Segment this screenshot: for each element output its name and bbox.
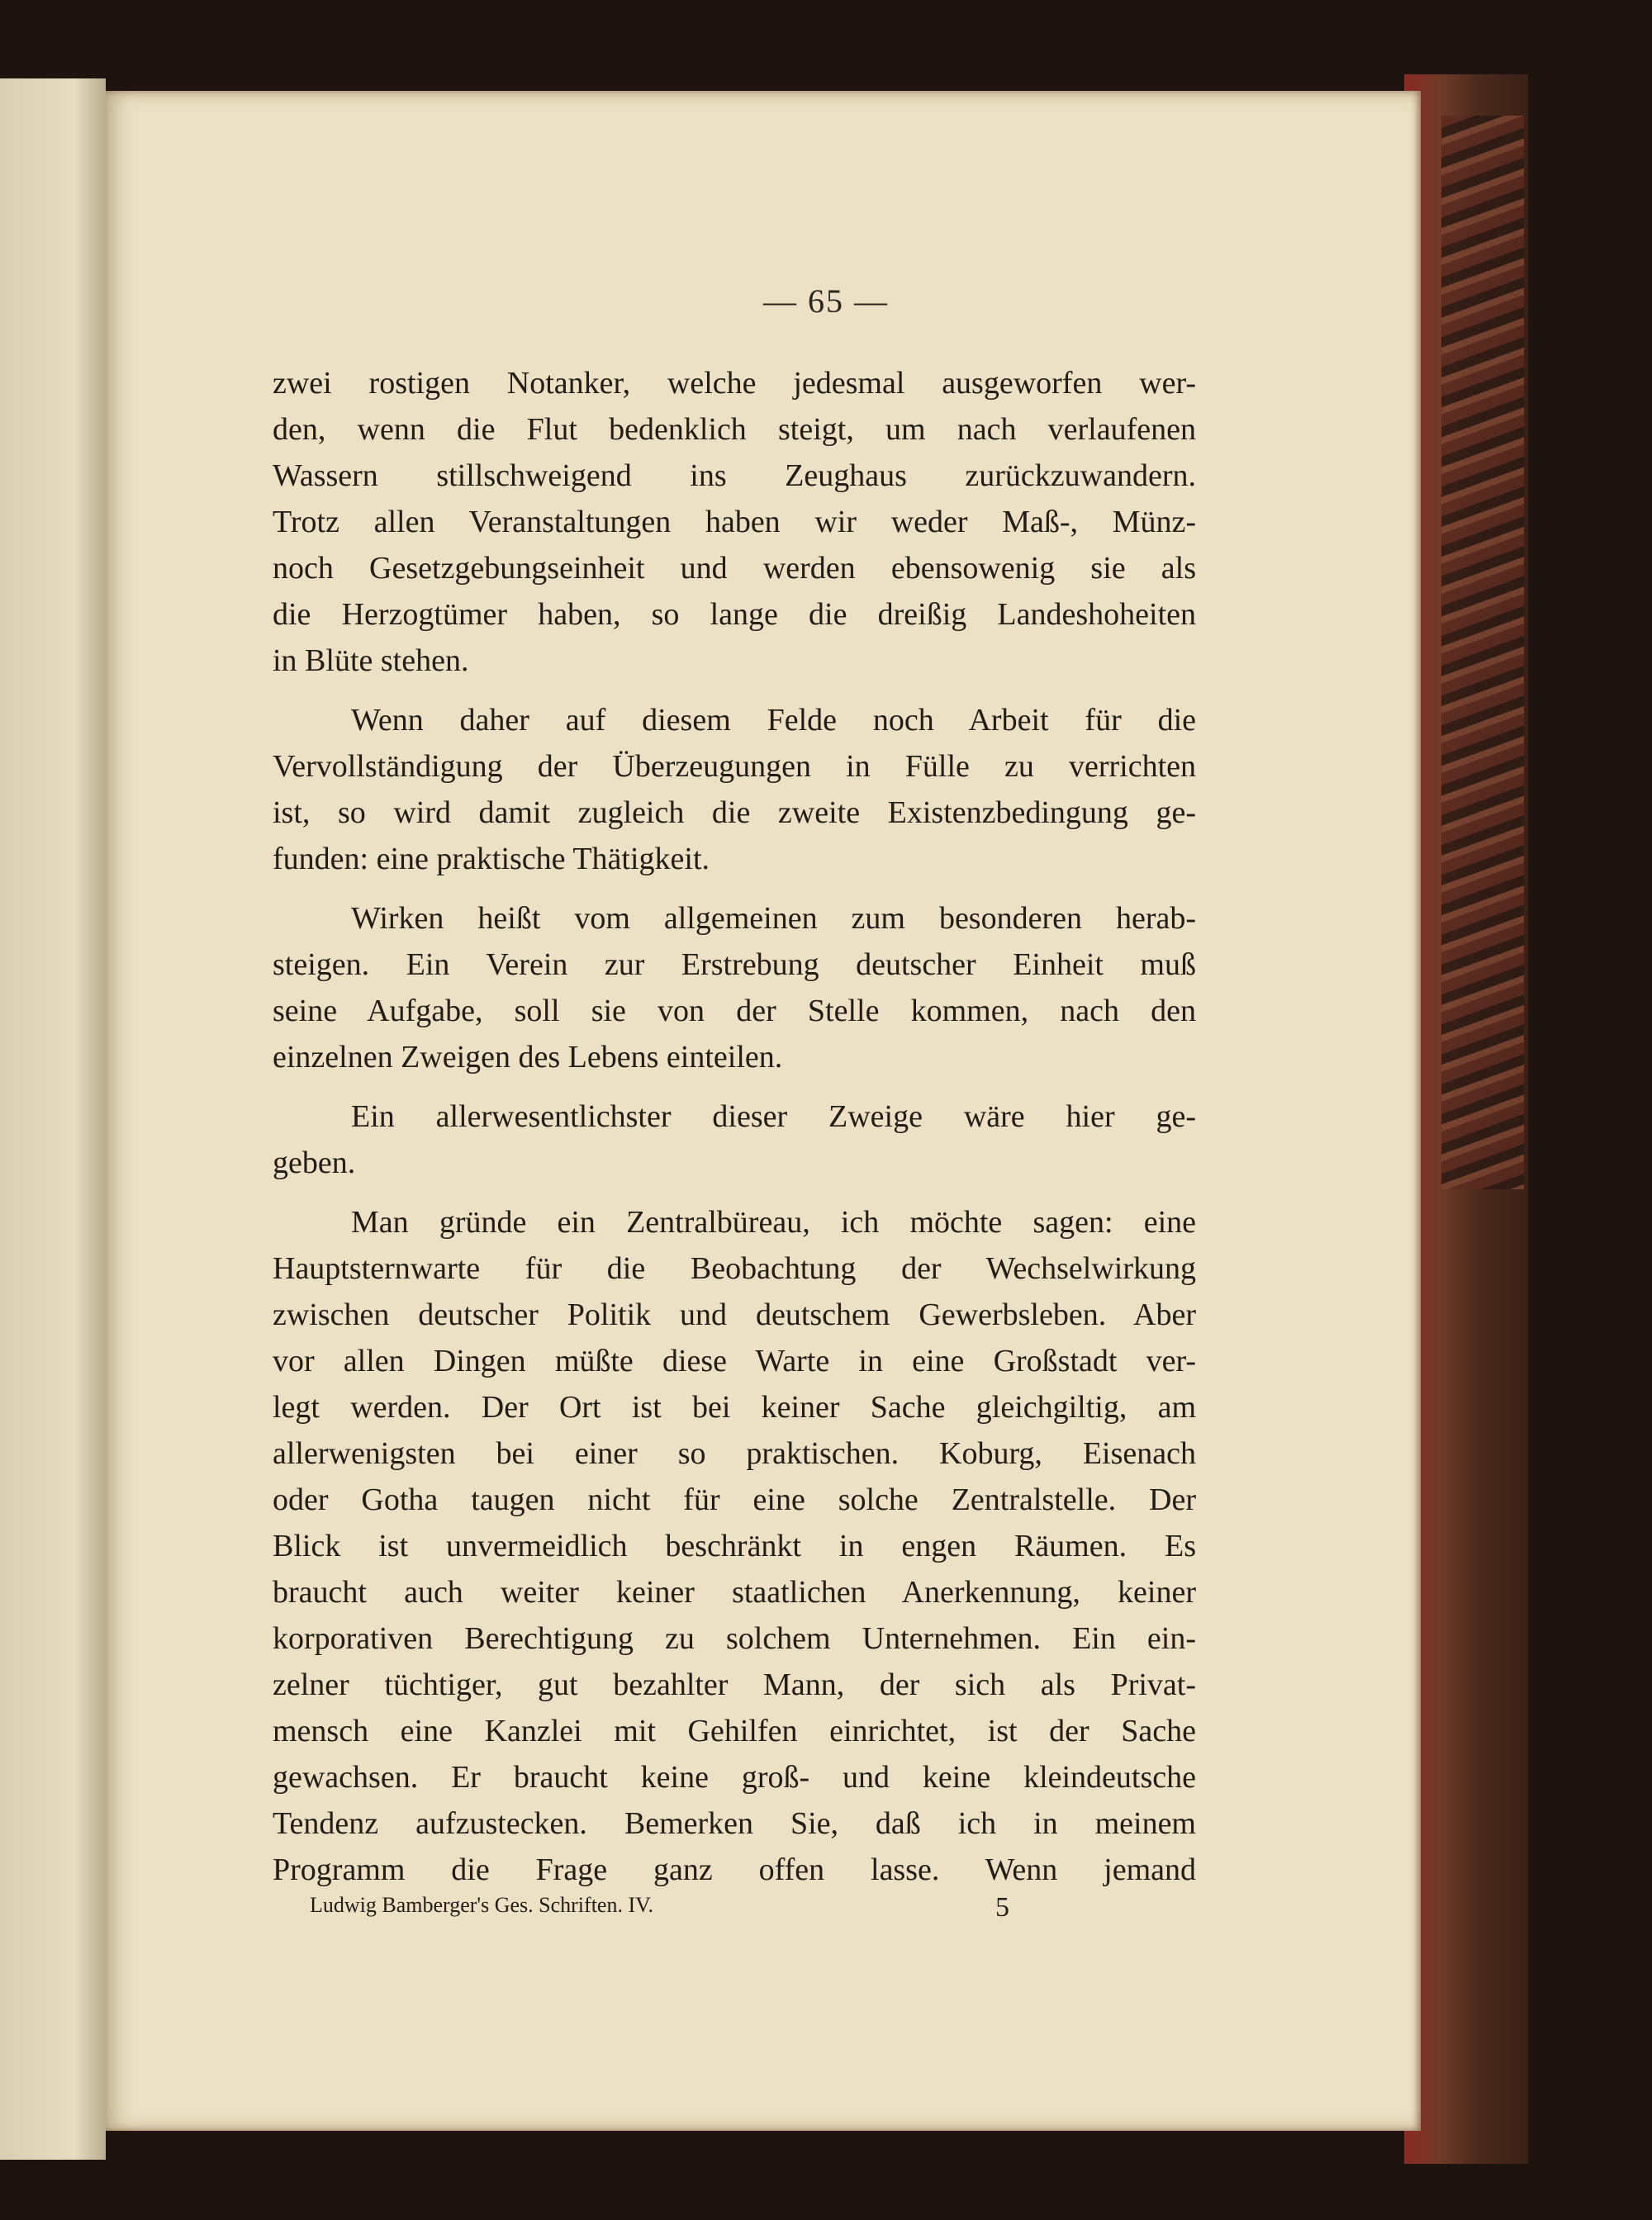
text-line: Vervollständigung der Überzeugungen in Fülle zu verrichten — [273, 749, 1196, 784]
paragraph — [273, 1199, 1196, 1893]
text-line: Tendenz aufzustecken. Bemerken Sie, daß ich in meinem — [273, 1806, 1196, 1841]
paragraph — [273, 1093, 1196, 1186]
text-line: Trotz allen Veranstaltungen haben wir weder Maß-, Münz- — [273, 505, 1196, 539]
text-line: Hauptsternwarte für die Beobachtung der Wechselwirkung — [273, 1251, 1196, 1286]
text-line: gewachsen. Er braucht keine groß- und keine kleindeutsche — [273, 1760, 1196, 1795]
paragraph — [273, 360, 1196, 684]
text-line: noch Gesetzgebungseinheit und werden ebensowenig sie als — [273, 551, 1196, 586]
text-line: zwischen deutscher Politik und deutschem Gewerbsleben. Aber — [273, 1297, 1196, 1332]
text-line: Man gründe ein Zentralbüreau, ich möchte sagen: eine — [351, 1205, 1196, 1240]
text-line: zwei rostigen Notanker, welche jedesmal ausgeworfen wer- — [273, 366, 1196, 401]
page-number: — 65 — — [763, 282, 889, 320]
text-line: Wassern stillschweigend ins Zeughaus zurückzuwandern. — [273, 458, 1196, 493]
text-line: Ein allerwesentlichster dieser Zweige wäre hier ge- — [351, 1099, 1196, 1134]
text-line: in Blüte stehen. — [273, 643, 469, 678]
text-line: legt werden. Der Ort ist bei keiner Sache gleichgiltig, am — [273, 1390, 1196, 1425]
text-line: geben. — [273, 1146, 356, 1180]
text-line: die Herzogtümer haben, so lange die dreißig Landeshoheiten — [273, 597, 1196, 632]
text-line: allerwenigsten bei einer so praktischen. Koburg, Eisenach — [273, 1436, 1196, 1471]
text-line: oder Gotha taugen nicht für eine solche Zentralstelle. Der — [273, 1482, 1196, 1517]
text-line: zelner tüchtiger, gut bezahlter Mann, der sich als Privat- — [273, 1667, 1196, 1702]
text-line: Wenn daher auf diesem Felde noch Arbeit für die — [351, 703, 1196, 738]
marbled-cover — [1441, 116, 1524, 1189]
text-line: korporativen Berechtigung zu solchem Unternehmen. Ein ein- — [273, 1621, 1196, 1656]
text-line: Blick ist unvermeidlich beschränkt in engen Räumen. Es — [273, 1529, 1196, 1563]
text-line: Programm die Frage ganz offen lasse. Wenn jemand — [273, 1852, 1196, 1887]
footer-sheet-number: 5 — [995, 1892, 1009, 1923]
paragraph — [273, 697, 1196, 882]
text-line: steigen. Ein Verein zur Erstrebung deutscher Einheit muß — [273, 947, 1196, 982]
text-line: Wirken heißt vom allgemeinen zum besonderen herab- — [351, 901, 1196, 936]
text-line: mensch eine Kanzlei mit Gehilfen einrichtet, ist der Sache — [273, 1714, 1196, 1748]
text-line: den, wenn die Flut bedenklich steigt, um nach verlaufenen — [273, 412, 1196, 447]
text-line: funden: eine praktische Thätigkeit. — [273, 842, 710, 876]
text-line: braucht auch weiter keiner staatlichen Anerkennung, keiner — [273, 1575, 1196, 1610]
paragraph — [273, 895, 1196, 1080]
text-line: ist, so wird damit zugleich die zweite Existenzbedingung ge- — [273, 795, 1196, 830]
body-text — [273, 360, 1196, 1906]
text-line: einzelnen Zweigen des Lebens einteilen. — [273, 1040, 783, 1074]
text-line: vor allen Dingen müßte diese Warte in eine Großstadt ver- — [273, 1344, 1196, 1378]
facing-page-edge — [0, 78, 106, 2160]
text-line: seine Aufgabe, soll sie von der Stelle kommen, nach den — [273, 994, 1196, 1028]
footer-signature: Ludwig Bamberger's Ges. Schriften. IV. — [310, 1893, 654, 1917]
